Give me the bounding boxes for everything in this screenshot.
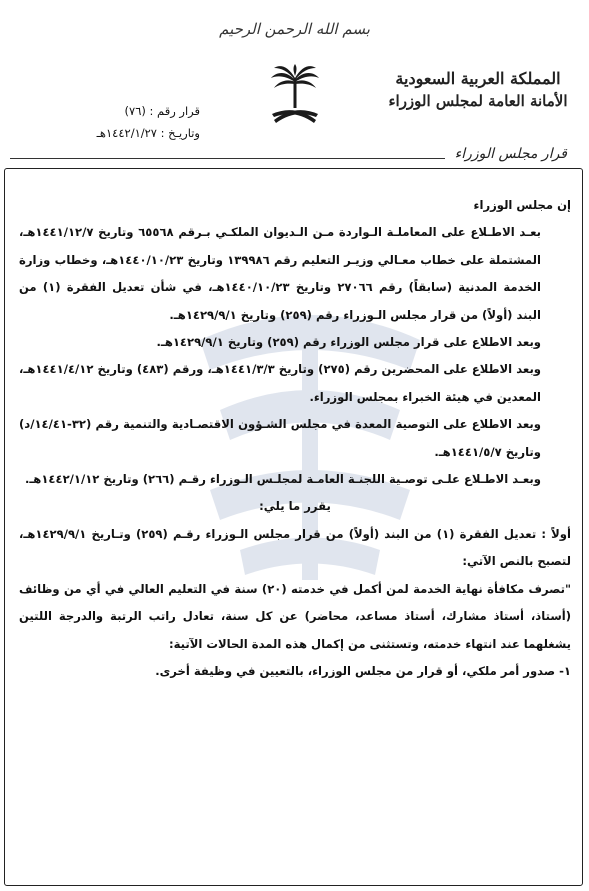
- preamble-paragraph-3: وبعد الاطلاع على المحضرين رقم (٢٧٥) وتاريخ ١٤٤١/٣/٣هـ، ورقم (٤٨٣) وتاريخ ١٤٤١/٤/١٢هـ، المعدين في هيئة الخبراء بمجلس الوزراء.: [19, 362, 542, 404]
- exception-case-1: ١- صدور أمر ملكي، أو قرار من مجلس الوزراء، بالتعيين في وظيفة أخرى.: [155, 663, 571, 678]
- palm-swords-emblem-icon: [268, 64, 322, 130]
- decides-heading: يقرر ما يلي:: [259, 499, 331, 514]
- preamble-paragraph-4: وبعد الاطلاع على التوصية المعدة في مجلس الشـؤون الاقتصـادية والتنمية رقم (٣٢-١٤/٤١/د) وتاريخ ١٤٤١/٥/٧هـ.: [19, 417, 541, 459]
- basmala-header: بسم الله الرحمن الرحيم: [219, 20, 370, 38]
- preamble-paragraph-2: وبعد الاطلاع على قرار مجلس الوزراء رقم (٢٥٩) وتاريخ ١٤٢٩/٩/١هـ.: [156, 335, 541, 350]
- opening-line: إن مجلس الوزراء: [473, 198, 571, 212]
- header-divider: [10, 158, 445, 159]
- issuer-block: [383, 68, 573, 112]
- kingdom-name: المملكة العربية السعودية: [395, 69, 561, 88]
- decision-body: [19, 192, 571, 685]
- preamble-paragraph-1: بعـد الاطـلاع على المعاملـة الـواردة مـن الـديوان الملكـي بـرقم ٦٥٥٦٨ وتاريخ ١٤٤١/١٢/٧هـ، المشتملة على خطاب معـالي وزيـر التعليم رقم ١٣٩٩٨٦ وتاريخ ١٤٤٠/١٠/٢٣هـ، وخطاب وزارة الخدمة المدنية (سابقاً) رقم ٢٧٠٦٦ وتاريخ ١٤٤٠/١٠/٢٣هـ، في شأن تعديل الفقرة (١) من البند (أولاً) من قرار مجلس الـوزراء رقم (٢٥٩) وتاريخ ١٤٢٩/٩/١هـ.: [19, 225, 541, 322]
- amended-text: "تصرف مكافأة نهاية الخدمة لمن أكمل في خدمته (٢٠) سنة في التعليم العالي في أي من وظائف (أستاذ، أستاذ مشارك، أستاذ مساعد، محاضر) عن كل سنة، تعادل راتب الرتبة والدرجة اللتين يشغلهما عند انتهاء خدمته، وتستثنى من إكمال هذه المدة الحالات الآتية:: [19, 581, 571, 651]
- article-first: أولاً : تعديل الفقرة (١) من البند (أولاً) من قرار مجلس الـوزراء رقـم (٢٥٩) وتـاريخ ١٤٢٩/٩/١هـ، لتصبح بالنص الآتي:: [19, 526, 571, 569]
- decision-number: قرار رقم : (٧٦): [124, 104, 200, 118]
- decision-label: قرار مجلس الوزراء: [449, 146, 573, 162]
- secretariat-name: الأمانة العامة لمجلس الوزراء: [388, 92, 568, 110]
- decision-reference: [30, 100, 200, 144]
- preamble-paragraph-5: وبعـد الاطـلاع علـى توصـية اللجنـة العامـة لمجلـس الـوزراء رقـم (٢٦٦) وتاريخ ١٤٤٢/١/١٢هـ.: [24, 472, 541, 487]
- decision-date: وتاريـخ : ١٤٤٢/١/٢٧هـ: [96, 126, 200, 140]
